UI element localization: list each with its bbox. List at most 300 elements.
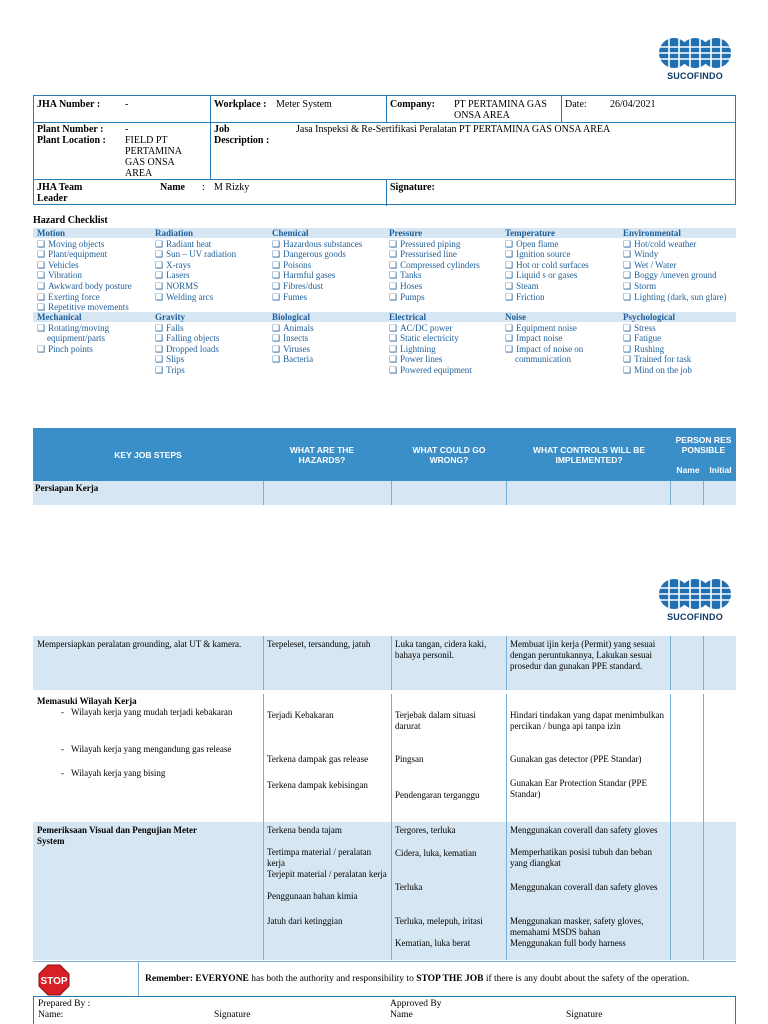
key-job-steps-header: KEY JOB STEPS: [114, 449, 182, 460]
company-value-line2: ONSA AREA: [454, 110, 510, 121]
hazard-item[interactable]: [623, 344, 692, 355]
hazard-item-label: Friction: [516, 291, 545, 302]
hazard-item-label: Dropped loads: [166, 343, 219, 354]
hazard-item-label: Equipment noise: [516, 322, 577, 333]
hazard-item-label: Hot/cold weather: [634, 238, 697, 249]
hazard-item-label: Pressured piping: [400, 238, 461, 249]
hazard-item-label: Fibres/dust: [283, 280, 324, 291]
hazard-item[interactable]: [623, 354, 692, 365]
hazard-item-label: Lightning: [400, 343, 436, 354]
sucofindo-logo-page2: [656, 577, 734, 622]
checkbox-icon[interactable]: ❑: [272, 280, 281, 291]
hazard-item-label: Radiant heat: [166, 238, 212, 249]
plant-location-label: Plant Location :: [37, 135, 106, 146]
hazard-item[interactable]: [389, 260, 480, 271]
control-text: Menggunakan coverall dan safety gloves: [510, 882, 658, 892]
checkbox-icon[interactable]: ❑: [623, 280, 632, 291]
substep-bullet: -: [61, 744, 64, 754]
wrong-text: Terjebak dalam situasi darurat: [395, 710, 476, 731]
checkbox-icon[interactable]: ❑: [155, 354, 164, 365]
hazard-item-label: Hazardous substances: [283, 238, 363, 249]
name-colon: :: [202, 182, 205, 193]
hazard-text: Terjadi Kebakaran: [267, 710, 334, 720]
hazard-item[interactable]: [272, 354, 314, 365]
hazard-item-label: Liquid s or gases: [516, 270, 578, 281]
checkbox-icon[interactable]: ❑: [37, 270, 46, 281]
step-row-pemeriksaan: [33, 822, 736, 960]
hazard-item[interactable]: [505, 292, 589, 303]
checkbox-icon[interactable]: ❑: [505, 238, 514, 249]
hazard-item[interactable]: [505, 249, 589, 260]
checkbox-icon[interactable]: ❑: [505, 280, 514, 291]
hazard-item-label: Repetitive movements: [48, 302, 129, 313]
team-leader-label: JHA Team: [37, 182, 83, 193]
hazards-header: WHAT ARE THE HAZARDS?: [289, 444, 355, 465]
hazard-item-label: Welding arcs: [166, 291, 214, 302]
hazard-item-label: Exerting force: [48, 291, 100, 302]
hazard-item[interactable]: [389, 292, 480, 303]
wrong-text: Terluka: [395, 882, 423, 892]
hazard-text: Terkena dampak gas release: [267, 754, 369, 764]
hazard-item[interactable]: [623, 365, 692, 376]
hazard-item-label: Bacteria: [283, 354, 314, 365]
hazard-item[interactable]: [623, 260, 727, 271]
hazard-item[interactable]: [623, 281, 727, 292]
control-text: Menggunakan coverall dan safety gloves: [510, 825, 658, 835]
hazard-item-label: Falling objects: [166, 333, 220, 344]
wrong-text: Luka tangan, cidera kaki, bahaya personil.: [395, 639, 487, 660]
name-value: M Rizky: [214, 182, 250, 193]
checkbox-icon[interactable]: ❑: [272, 270, 281, 281]
plant-location-line: GAS ONSA: [125, 157, 175, 168]
checkbox-icon[interactable]: ❑: [155, 280, 164, 291]
hazard-item[interactable]: [37, 249, 132, 260]
globe-logo-icon: [657, 36, 733, 70]
hazard-item[interactable]: [389, 344, 472, 355]
step-title: Persiapan Kerja: [35, 483, 99, 493]
checkbox-icon[interactable]: ❑: [389, 364, 398, 375]
hazard-item[interactable]: [155, 323, 219, 334]
hazard-item[interactable]: [623, 292, 727, 303]
hazard-item[interactable]: [505, 323, 583, 334]
hazard-item-label: Steam: [516, 280, 539, 291]
stop-sign-icon: [38, 964, 70, 996]
hazard-category-title: Temperature: [505, 228, 555, 238]
controls-header: WHAT CONTROLS WILL BE IMPLEMENTED?: [532, 444, 646, 465]
checkbox-icon[interactable]: ❑: [389, 238, 398, 249]
hazard-item[interactable]: [37, 281, 132, 292]
checkbox-icon[interactable]: ❑: [272, 249, 281, 260]
remember-everyone: EVERYONE: [195, 974, 249, 984]
checkbox-icon[interactable]: ❑: [37, 291, 46, 302]
control-text: Menggunakan full body harness: [510, 938, 626, 948]
hazard-item-label: Awkward body posture: [48, 280, 132, 291]
plant-number-value: -: [125, 124, 129, 135]
step-title: Memasuki Wilayah Kerja: [37, 696, 137, 706]
hazard-category-gravity: [155, 312, 219, 376]
hazard-checklist-row-1: [33, 228, 736, 312]
checkbox-icon[interactable]: ❑: [155, 238, 164, 249]
remember-mid: has both the authority and responsibility to: [251, 974, 414, 984]
hazard-item[interactable]: [389, 239, 480, 250]
checkbox-icon[interactable]: ❑: [389, 322, 398, 333]
hazard-item[interactable]: [37, 292, 132, 303]
checkbox-icon[interactable]: ❑: [37, 238, 46, 249]
hazard-item[interactable]: [505, 239, 589, 250]
checkbox-icon[interactable]: ❑: [37, 249, 46, 260]
hazard-item[interactable]: [155, 344, 219, 355]
checkbox-icon[interactable]: ❑: [623, 259, 632, 270]
hazard-item-label: Hot or cold surfaces: [516, 259, 589, 270]
hazard-item-label: Lighting (dark, sun glare): [634, 291, 727, 302]
hazard-category-title: Gravity: [155, 312, 185, 322]
hazard-item[interactable]: [37, 333, 109, 344]
checkbox-icon[interactable]: ❑: [155, 322, 164, 333]
approved-by-label: Approved By: [390, 999, 442, 1009]
hazard-category-title: Noise: [505, 312, 526, 322]
hazard-item[interactable]: [155, 260, 236, 271]
hazard-text: Terpeleset, tersandung, jatuh: [267, 639, 371, 649]
job-steps-header: [33, 428, 736, 481]
hazard-item-label: Plant/equipment: [48, 249, 108, 260]
checkbox-icon[interactable]: ❑: [505, 259, 514, 270]
checkbox-icon[interactable]: ❑: [505, 333, 514, 344]
hazard-item-label: communication: [515, 354, 571, 365]
workplace-label: Workplace :: [214, 99, 267, 110]
wrong-text: Terluka, melepuh, iritasi: [395, 916, 483, 926]
hazard-item-label: Impact noise: [516, 333, 563, 344]
hazard-item-label: Fumes: [283, 291, 308, 302]
hazard-item[interactable]: [37, 270, 132, 281]
hazard-item-label: Open flame: [516, 238, 559, 249]
remember-tail: if there is any doubt about the safety of the operation.: [485, 974, 690, 984]
hazard-item[interactable]: [272, 281, 362, 292]
checkbox-icon[interactable]: ❑: [623, 354, 632, 365]
hazard-item[interactable]: [155, 365, 219, 376]
prepared-signature-label: Signature: [214, 1010, 251, 1020]
wrong-text: Pendengaran terganggu: [395, 790, 480, 800]
checkbox-icon[interactable]: ❑: [505, 270, 514, 281]
date-label: Date:: [565, 99, 587, 110]
hazard-item[interactable]: [272, 323, 314, 334]
wrong-text: Cidera, luka, kematian: [395, 848, 477, 858]
hazard-item[interactable]: [37, 239, 132, 250]
hazard-item[interactable]: [272, 270, 362, 281]
hazard-item[interactable]: [272, 260, 362, 271]
hazard-item-label: Trips: [166, 364, 185, 375]
hazard-item-label: Stress: [634, 322, 656, 333]
divider: [138, 961, 139, 996]
substep-text: Wilayah kerja yang mengandung gas release: [71, 744, 232, 754]
signature-label: Signature:: [390, 182, 435, 193]
hazard-category-electrical: [389, 312, 472, 376]
hazard-item[interactable]: [272, 344, 314, 355]
hazard-item[interactable]: [389, 365, 472, 376]
checkbox-icon[interactable]: ❑: [389, 354, 398, 365]
hazard-item-label: Poisons: [283, 259, 312, 270]
hazard-item-label: Pumps: [400, 291, 425, 302]
hazard-item-label: X-rays: [166, 259, 191, 270]
hazard-category-radiation: [155, 228, 236, 302]
hazard-item[interactable]: [155, 354, 219, 365]
hazard-item-label: Moving objects: [48, 238, 105, 249]
control-text: Membuat ijin kerja (Permit) yang sesuai dengan peruntukannya, Lakukan sesuai prosedur dan gunakan PPE standard.: [510, 639, 656, 671]
hazard-item-label: Vehicles: [48, 259, 79, 270]
hazard-category-chemical: [272, 228, 362, 302]
hazard-item-label: Rotating/moving: [48, 322, 110, 333]
hazard-item[interactable]: [389, 323, 472, 334]
substep-bullet: -: [61, 768, 64, 778]
checkbox-icon[interactable]: ❑: [389, 270, 398, 281]
checkbox-icon[interactable]: ❑: [389, 343, 398, 354]
hazard-category-title: Biological: [272, 312, 310, 322]
hazard-category-title: Mechanical: [37, 312, 82, 322]
hazard-item-label: Ignition source: [516, 249, 571, 260]
approved-signature-label: Signature: [566, 1010, 603, 1020]
substep-bullet: -: [61, 707, 64, 717]
hazard-item[interactable]: [389, 249, 480, 260]
hazard-item-label: Static electricity: [400, 333, 459, 344]
hazard-category-title: Motion: [37, 228, 65, 238]
hazard-item[interactable]: [505, 333, 583, 344]
hazard-category-psychological: [623, 312, 692, 376]
checkbox-icon[interactable]: ❑: [389, 291, 398, 302]
hazard-item-label: NORMS: [166, 280, 199, 291]
hazard-item[interactable]: [505, 344, 583, 355]
hazard-category-pressure: [389, 228, 480, 302]
checkbox-icon[interactable]: ❑: [389, 333, 398, 344]
hazard-item[interactable]: [155, 249, 236, 260]
person-responsible-header: PERSON RESPONSIBLE: [675, 435, 732, 455]
checkbox-icon[interactable]: ❑: [272, 291, 281, 302]
step-title: Pemeriksaan Visual dan Pengujian Meter System: [37, 825, 197, 846]
hazard-item[interactable]: [272, 333, 314, 344]
hazard-item[interactable]: [389, 333, 472, 344]
checkbox-icon[interactable]: ❑: [155, 364, 164, 375]
job-label: Job: [214, 124, 230, 135]
hazard-item-label: Wet / Water: [634, 259, 677, 270]
hazard-item-label: Pinch points: [48, 343, 93, 354]
hazard-item[interactable]: [155, 270, 236, 281]
remember-lead: Remember:: [145, 974, 194, 984]
hazard-item-label: Rushing: [634, 343, 665, 354]
hazard-category-motion: [37, 228, 132, 313]
checkbox-icon[interactable]: ❑: [272, 259, 281, 270]
hazard-item[interactable]: [623, 333, 692, 344]
hazard-item-label: Fatigue: [634, 333, 662, 344]
hazard-item-label: Powered equipment: [400, 364, 472, 375]
prepared-name-label: Name:: [38, 1010, 64, 1020]
control-text: Gunakan gas detector (PPE Standar): [510, 754, 642, 764]
initial-subheader: Initial: [709, 465, 732, 475]
substep-text: Wilayah kerja yang mudah terjadi kebakaran: [71, 707, 233, 717]
name-subheader: Name: [676, 465, 700, 475]
checkbox-icon[interactable]: ❑: [272, 333, 281, 344]
hazard-item[interactable]: [623, 249, 727, 260]
checkbox-icon[interactable]: ❑: [623, 364, 632, 375]
control-text: Hindari tindakan yang dapat menimbulkan percikan / bunga api tanpa izin: [510, 710, 664, 731]
hazard-item-label: Windy: [634, 249, 659, 260]
remember-stop: STOP THE JOB: [416, 974, 484, 984]
hazard-text: Tertimpa material / peralatan kerja: [267, 847, 372, 868]
prepared-by-label: Prepared By :: [38, 999, 91, 1009]
hazard-item[interactable]: [37, 344, 109, 355]
hazard-category-biological: [272, 312, 314, 365]
checkbox-icon[interactable]: ❑: [623, 249, 632, 260]
checkbox-icon[interactable]: ❑: [623, 333, 632, 344]
workplace-value: Meter System: [276, 99, 332, 110]
jha-number-label: JHA Number :: [37, 99, 101, 110]
checkbox-icon[interactable]: ❑: [623, 238, 632, 249]
checkbox-icon[interactable]: ❑: [155, 333, 164, 344]
plant-location-line: FIELD PT: [125, 135, 168, 146]
hazard-item[interactable]: [623, 270, 727, 281]
hazard-checklist-row-2: [33, 312, 736, 378]
checkbox-icon[interactable]: ❑: [505, 249, 514, 260]
hazard-category-noise: [505, 312, 583, 365]
checkbox-icon[interactable]: ❑: [623, 291, 632, 302]
logo-wordmark: SUCOFINDO: [667, 612, 723, 622]
remember-statement: [145, 974, 689, 984]
hazard-item-label: Dangerous goods: [283, 249, 346, 260]
hazard-item-label: Pressurised line: [400, 249, 457, 260]
plant-location-line: PERTAMINA: [125, 146, 182, 157]
hazard-item-label: Boggy /uneven ground: [634, 270, 717, 281]
hazard-item-label: Animals: [283, 322, 314, 333]
hazard-item-label: Mind on the job: [634, 364, 692, 375]
checkbox-icon[interactable]: ❑: [155, 291, 164, 302]
hazard-item[interactable]: [505, 281, 589, 292]
hazard-item-label: Trained for task: [634, 354, 692, 365]
hazard-item[interactable]: [272, 292, 362, 303]
sucofindo-logo: [656, 36, 734, 81]
checkbox-icon[interactable]: ❑: [272, 322, 281, 333]
checkbox-icon[interactable]: ❑: [272, 238, 281, 249]
hazard-category-title: Pressure: [389, 228, 423, 238]
hazard-item-label: Viruses: [283, 343, 311, 354]
checkbox-icon[interactable]: ❑: [389, 249, 398, 260]
checkbox-icon[interactable]: ❑: [155, 270, 164, 281]
hazard-item[interactable]: [389, 354, 472, 365]
job-description-label: Description :: [214, 135, 270, 146]
logo-wordmark: SUCOFINDO: [667, 71, 723, 81]
hazard-category-environmental: [623, 228, 727, 302]
jha-header-table: [33, 95, 736, 205]
hazard-item[interactable]: [623, 239, 727, 250]
checkbox-icon[interactable]: ❑: [37, 259, 46, 270]
hazard-item[interactable]: [389, 281, 480, 292]
hazard-item[interactable]: [272, 239, 362, 250]
hazard-text: Penggunaan bahan kimia: [267, 891, 358, 901]
hazard-category-mechanical: [37, 312, 109, 354]
control-text: Gunakan Ear Protection Standar (PPE Standar): [510, 778, 647, 799]
hazard-category-temperature: [505, 228, 589, 302]
hazard-item-label: Insects: [283, 333, 309, 344]
hazard-item-label: Impact of noise on: [516, 343, 584, 354]
hazard-item-label: equipment/parts: [47, 333, 105, 344]
hazard-item-label: Vibration: [48, 270, 83, 281]
hazard-item[interactable]: [155, 281, 236, 292]
hazard-item[interactable]: [505, 354, 583, 365]
hazard-item-label: Falls: [166, 322, 184, 333]
plant-number-label: Plant Number :: [37, 124, 104, 135]
hazard-item-label: Slips: [166, 354, 185, 365]
checkbox-icon[interactable]: ❑: [505, 322, 514, 333]
hazard-item-label: Power lines: [400, 354, 443, 365]
hazard-item-label: Harmful gases: [283, 270, 336, 281]
hazard-item[interactable]: [155, 333, 219, 344]
hazard-item[interactable]: [623, 323, 692, 334]
hazard-item-label: AC/DC power: [400, 322, 453, 333]
checkbox-icon[interactable]: ❑: [37, 322, 46, 333]
checkbox-icon[interactable]: ❑: [37, 280, 46, 291]
hazard-text: Terkena benda tajam: [267, 825, 342, 835]
hazard-item[interactable]: [37, 260, 132, 271]
checkbox-icon[interactable]: ❑: [623, 322, 632, 333]
hazard-item[interactable]: [37, 323, 109, 334]
hazard-category-title: Electrical: [389, 312, 426, 322]
checkbox-icon[interactable]: ❑: [389, 259, 398, 270]
globe-logo-icon: [657, 577, 733, 611]
hazard-item[interactable]: [505, 270, 589, 281]
hazard-category-title: Chemical: [272, 228, 309, 238]
hazard-item[interactable]: [389, 270, 480, 281]
name-label: Name: [160, 182, 185, 193]
control-text: Memperhatikan posisi tubuh dan beban yang diangkat: [510, 847, 652, 868]
team-leader-label-2: Leader: [37, 193, 68, 204]
checkbox-icon[interactable]: ❑: [389, 280, 398, 291]
hazard-item[interactable]: [272, 249, 362, 260]
hazard-item-label: Compressed cylinders: [400, 259, 480, 270]
hazard-item-label: Hoses: [400, 280, 423, 291]
checkbox-icon[interactable]: ❑: [272, 354, 281, 365]
wrong-text: Kematian, luka berat: [395, 938, 471, 948]
checkbox-icon[interactable]: ❑: [272, 343, 281, 354]
hazard-text: Jatuh dari ketinggian: [267, 916, 343, 926]
checkbox-icon[interactable]: ❑: [155, 343, 164, 354]
wrong-text: Tergores, terluka: [395, 825, 456, 835]
approved-name-label: Name: [390, 1010, 413, 1020]
checkbox-icon[interactable]: ❑: [505, 291, 514, 302]
date-value: 26/04/2021: [610, 99, 656, 110]
checkbox-icon[interactable]: ❑: [155, 249, 164, 260]
company-label: Company:: [390, 99, 436, 110]
hazard-item[interactable]: [155, 239, 236, 250]
plant-location-line: AREA: [125, 168, 153, 179]
wrong-text: Pingsan: [395, 754, 424, 764]
checkbox-icon[interactable]: ❑: [37, 302, 46, 313]
hazard-item[interactable]: [505, 260, 589, 271]
checkbox-icon[interactable]: ❑: [623, 343, 632, 354]
hazard-item[interactable]: [155, 292, 236, 303]
step-row-memasuki: [33, 694, 736, 822]
step-description: Mempersiapkan peralatan grounding, alat UT & kamera.: [37, 639, 242, 649]
wrong-header: WHAT COULD GO WRONG?: [412, 444, 486, 465]
hazard-item-label: Lasers: [166, 270, 190, 281]
step-row-persiapan: [33, 481, 736, 505]
hazard-item-label: Tanks: [400, 270, 422, 281]
hazard-checklist-title: Hazard Checklist: [33, 215, 108, 226]
hazard-item-label: Storm: [634, 280, 657, 291]
checkbox-icon[interactable]: ❑: [505, 343, 514, 354]
stop-sign-text: STOP: [40, 976, 68, 987]
checkbox-icon[interactable]: ❑: [155, 259, 164, 270]
company-value-line1: PT PERTAMINA GAS: [454, 99, 547, 110]
checkbox-icon[interactable]: ❑: [623, 270, 632, 281]
hazard-category-title: Radiation: [155, 228, 194, 238]
substep-text: Wilayah kerja yang bising: [71, 768, 166, 778]
checkbox-icon[interactable]: ❑: [37, 343, 46, 354]
